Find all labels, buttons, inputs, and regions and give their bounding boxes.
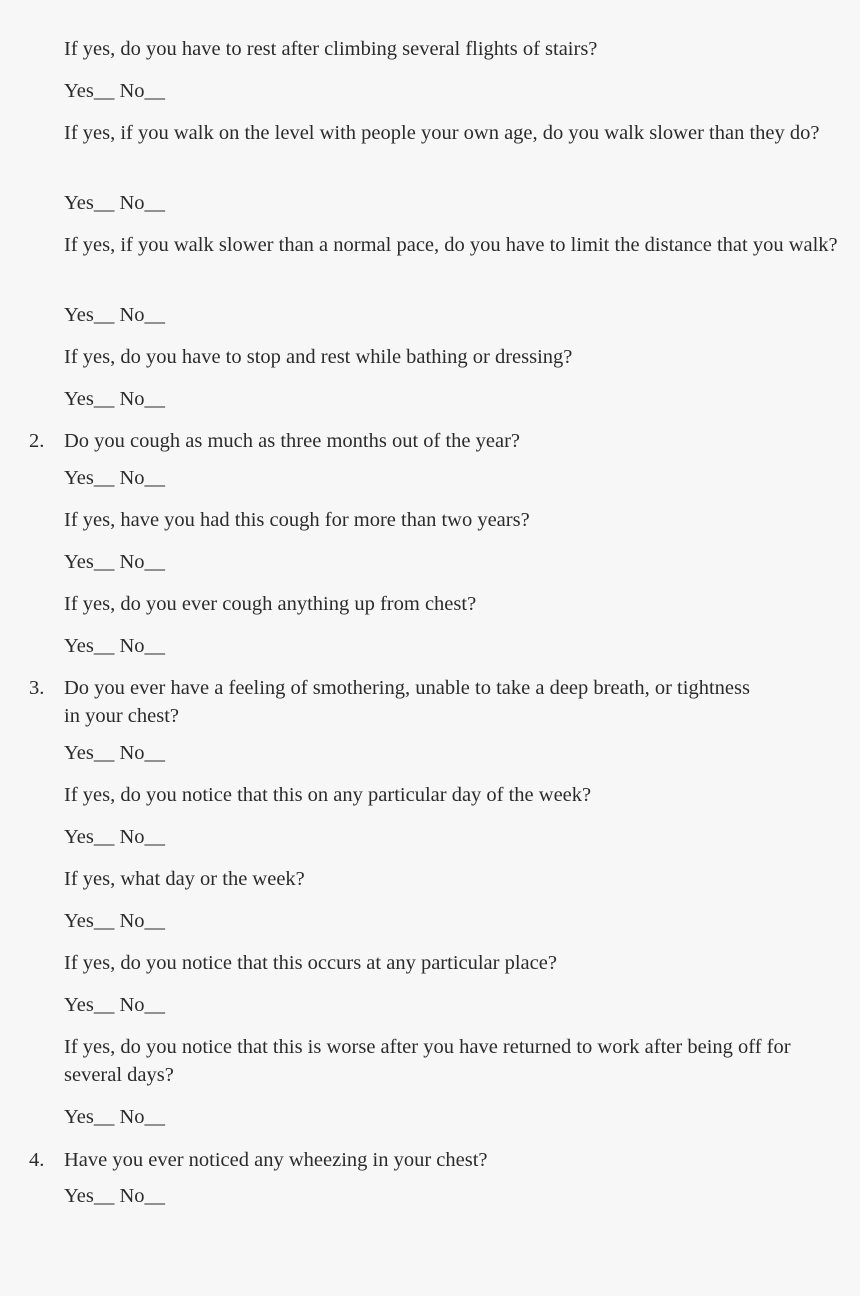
- yes-no-answer: Yes__ No__: [64, 635, 166, 657]
- yes-no-answer: Yes__ No__: [64, 1106, 166, 1128]
- yes-no-answer: Yes__ No__: [64, 910, 166, 932]
- question-text: If yes, do you notice that this occurs at any particular place?: [64, 952, 557, 974]
- question-number: 4.: [29, 1149, 45, 1171]
- yes-no-answer: Yes__ No__: [64, 192, 166, 214]
- yes-no-answer: Yes__ No__: [64, 742, 166, 764]
- question-text: If yes, have you had this cough for more than two years?: [64, 509, 530, 531]
- yes-no-answer: Yes__ No__: [64, 388, 166, 410]
- yes-no-answer: Yes__ No__: [64, 304, 166, 326]
- yes-no-answer: Yes__ No__: [64, 826, 166, 848]
- question-text: If yes, if you walk on the level with people your own age, do you walk slower than they do?: [64, 122, 820, 144]
- yes-no-answer: Yes__ No__: [64, 551, 166, 573]
- question-text: If yes, do you have to rest after climbing several flights of stairs?: [64, 38, 598, 60]
- question-number: 2.: [29, 430, 45, 452]
- question-text: If yes, what day or the week?: [64, 868, 305, 890]
- question-text: If yes, if you walk slower than a normal pace, do you have to limit the distance that you walk?: [64, 234, 838, 256]
- question-text: Have you ever noticed any wheezing in your chest?: [64, 1149, 488, 1171]
- question-number: 3.: [29, 677, 45, 699]
- question-text: If yes, do you notice that this on any particular day of the week?: [64, 784, 592, 806]
- yes-no-answer: Yes__ No__: [64, 994, 166, 1016]
- question-text: If yes, do you have to stop and rest while bathing or dressing?: [64, 346, 573, 368]
- yes-no-answer: Yes__ No__: [64, 1185, 166, 1207]
- yes-no-answer: Yes__ No__: [64, 80, 166, 102]
- yes-no-answer: Yes__ No__: [64, 467, 166, 489]
- question-text: Do you ever have a feeling of smothering, unable to take a deep breath, or tightness in your chest?: [64, 677, 750, 727]
- question-text: Do you cough as much as three months out of the year?: [64, 430, 521, 452]
- question-text: If yes, do you notice that this is worse after you have returned to work after being off for several days?: [64, 1036, 791, 1086]
- question-text: If yes, do you ever cough anything up from chest?: [64, 593, 477, 615]
